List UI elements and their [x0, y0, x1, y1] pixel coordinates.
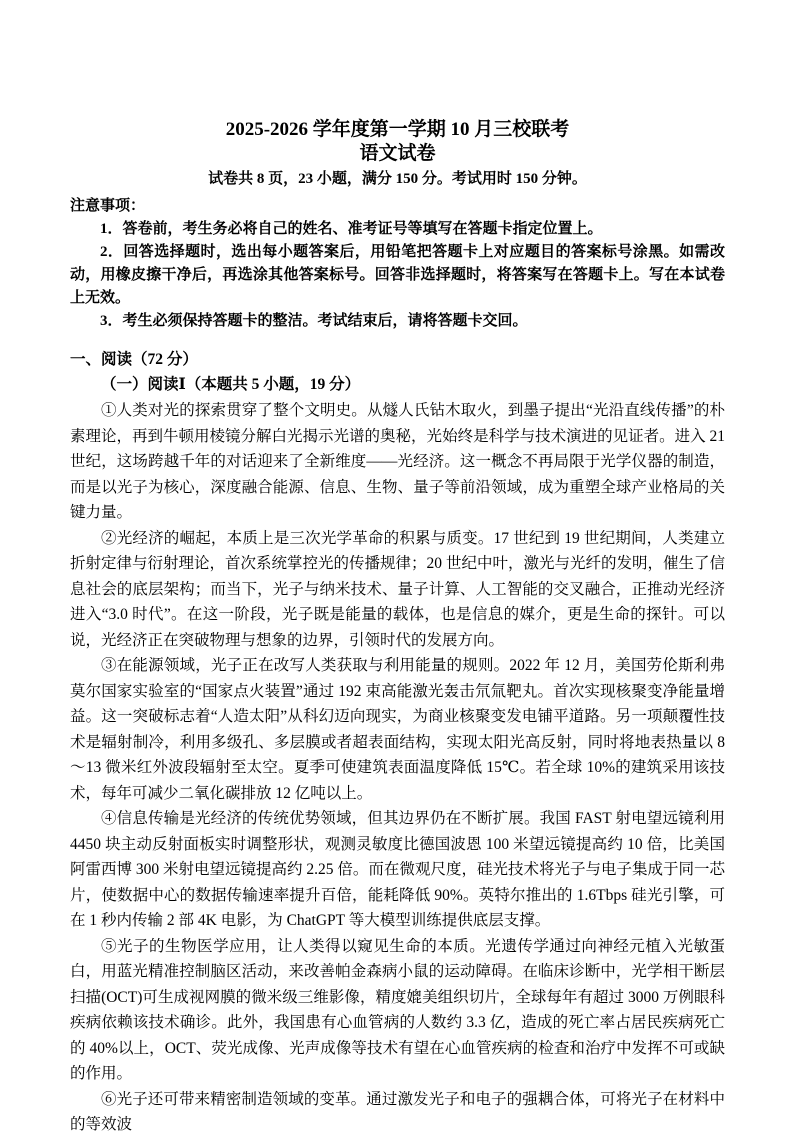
notice-item-3: 3．考生必须保持答题卡的整洁。考试结束后，请将答题卡交回。 [100, 313, 528, 329]
notice-item-2: 2．回答选择题时，选出每小题答案后，用铅笔把答题卡上对应题目的答案标号涂黑。如需改动，用橡皮擦干净后，再选涂其他答案标号。回答非选择题时，将答案写在答题卡上。写在本试卷上无效。 [70, 244, 725, 306]
passage-paragraph-1: ①人类对光的探索贯穿了整个文明史。从燧人氏钻木取火，到墨子提出“光沿直线传播”的朴素理论，再到牛顿用棱镜分解白光揭示光谱的奥秘，光始终是科学与技术演进的见证者。进入 21 世纪，这场跨越千年的对话迎来了全新维度——光经济。这一概念不再局限于光学仪器的制造，而是以光子为核心，深度融合能源、信息、生物、量子等前沿领域，成为重塑全球产业格局的关键力量。 [70, 402, 725, 521]
exam-meta-info: 试卷共 8 页，23 小题，满分 150 分。考试用时 150 分钟。 [208, 171, 587, 187]
passage-paragraph-2: ②光经济的崛起，本质上是三次光学革命的积累与质变。17 世纪到 19 世纪期间，人类建立折射定律与衍射理论，首次系统掌控光的传播规律；20 世纪中叶，激光与光纤的发明，催生了信息社会的底层架构；而当下，光子与纳米技术、量子计算、人工智能的交叉融合，正推动光经济进入“3.0 时代”。在这一阶段，光子既是能量的载体，也是信息的媒介，更是生命的探针。可以说，光经济正在突破物理与想象的边界，引领时代的发展方向。 [70, 529, 725, 649]
passage-paragraph-4: ④信息传输是光经济的传统优势领域，但其边界仍在不断扩展。我国 FAST 射电望远镜利用 4450 块主动反射面板实时调整形状，观测灵敏度比德国波恩 100 米望远镜提高约 10 倍，比美国阿雷西博 300 米射电望远镜提高约 2.25 倍。而在微观尺度，硅光技术将光子与电子集成于同一芯片，使数据中心的数据传输速率提升百倍，能耗降低 90%。英特尔推出的 1.6Tbps 硅光引擎，可在 1 秒内传输 2 部 4K 电影，为 ChatGPT 等大模型训练提供底层支撑。 [70, 810, 725, 929]
notices-heading: 注意事项： [70, 198, 146, 214]
exam-subject-title: 语文试卷 [359, 143, 436, 164]
reading-section [70, 347, 725, 1138]
passage-paragraph-3: ③在能源领域，光子正在改写人类获取与利用能量的规则。2022 年 12 月，美国劳伦斯利弗莫尔国家实验室的“国家点火装置”通过 192 束高能激光轰击氘氚靶丸。首次实现核聚变净能量增益。这一突破标志着“人造太阳”从科幻迈向现实，为商业核聚变发电铺平道路。另一项颠覆性技术是辐射制冷，利用多级孔、多层膜或者超表面结构，实现太阳光高反射，同时将地表热量以 8～13 微米红外波段辐射至太空。夏季可使建筑表面温度降低 15℃。若全球 10%的建筑采用该技术，每年可减少二氧化碳排放 12 亿吨以上。 [70, 657, 725, 802]
section-heading: 一、阅读（72 分） [70, 351, 198, 368]
exam-title: 2025-2026 学年度第一学期 10 月三校联考 [225, 119, 570, 140]
notice-item-1: 1．答卷前，考生务必将自己的姓名、准考证号等填写在答题卡指定位置上。 [100, 221, 603, 237]
passage-paragraph-6: ⑥光子还可带来精密制造领域的变革。通过激发光子和电子的强耦合体，可将光子在材料中的等效波 [70, 1090, 725, 1133]
notices-section [70, 195, 725, 333]
passage-paragraph-5: ⑤光子的生物医学应用，让人类得以窥见生命的本质。光遗传学通过向神经元植入光敏蛋白，用蓝光精准控制脑区活动，来改善帕金森病小鼠的运动障碍。在临床诊断中，光学相干断层扫描(OCT)可生成视网膜的微米级三维影像，精度媲美组织切片，全球每年有超过 3000 万例眼科疾病依赖该技术确诊。此外，我国患有心血管病的人数约 3.3 亿，造成的死亡率占居民疾病死亡的 40%以上，OCT、荧光成像、光声成像等技术有望在心血管疾病的检查和治疗中发挥不可或缺的作用。 [70, 937, 725, 1082]
subsection-heading: （一）阅读Ⅰ（本题共 5 小题，19 分） [101, 376, 361, 393]
